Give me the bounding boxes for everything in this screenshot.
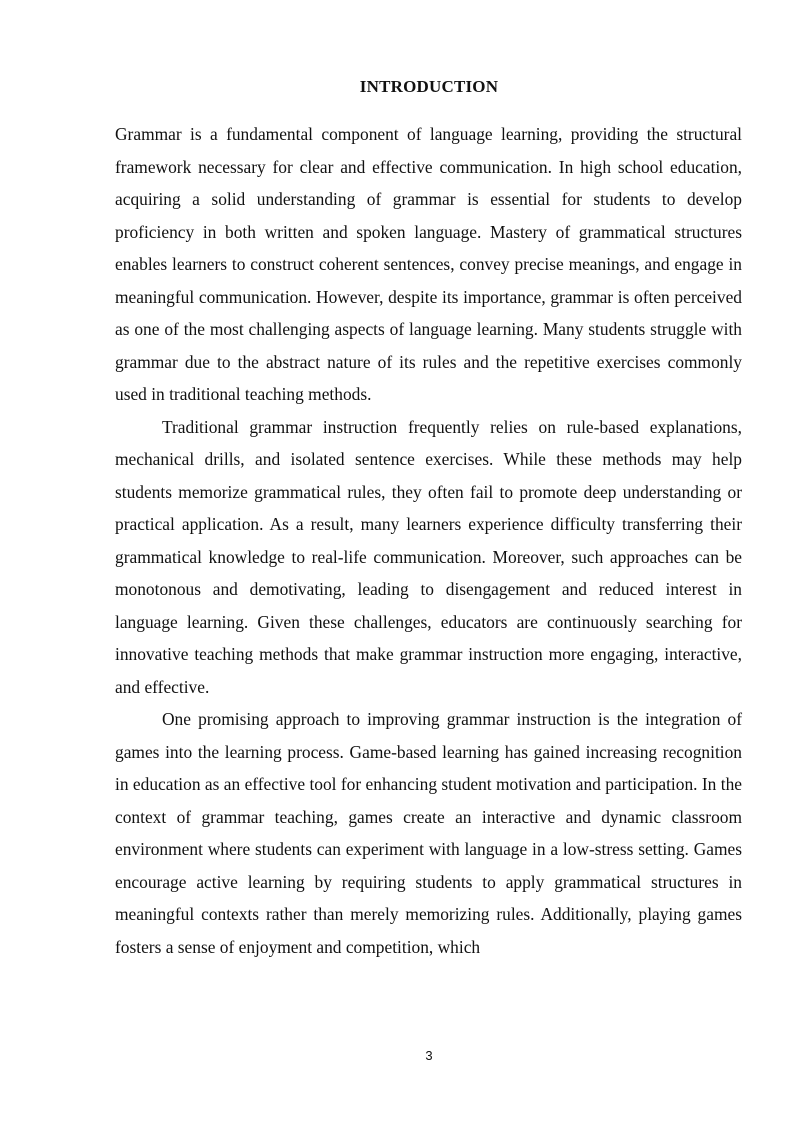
page-number: 3 (425, 1048, 433, 1063)
section-heading: INTRODUCTION (359, 77, 499, 96)
paragraph-1: Grammar is a fundamental component of language learning, providing the structural framework necessary for clear and effective communication. In high school education, acquiring a solid understanding of grammar is essential for students to develop proficiency in both written and spoken language. Mastery of grammatical structures enables learners to construct coherent sentences, convey precise meanings, and engage in meaningful communication. However, despite its importance, grammar is often perceived as one of the most challenging aspects of language learning. Many students struggle with grammar due to the abstract nature of its rules and the repetitive exercises commonly used in traditional teaching methods. (115, 124, 742, 404)
paragraph-2: Traditional grammar instruction frequently relies on rule-based explanations, mechanical drills, and isolated sentence exercises. While these methods may help students memorize grammatical rules, they often fail to promote deep understanding or practical application. As a result, many learners experience difficulty transferring their grammatical knowledge to real-life communication. Moreover, such approaches can be monotonous and demotivating, leading to disengagement and reduced interest in language learning. Given these challenges, educators are continuously searching for innovative teaching methods that make grammar instruction more engaging, interactive, and effective. (115, 416, 742, 697)
paragraph-3: One promising approach to improving grammar instruction is the integration of games into the learning process. Game-based learning has gained increasing recognition in education as an effective tool for enhancing student motivation and participation. In the context of grammar teaching, games create an interactive and dynamic classroom environment where students can experiment with language in a low-stress setting. Games encourage active learning by requiring students to apply grammatical structures in meaningful contexts rather than merely memorizing rules. Additionally, playing games fosters a sense of enjoyment and competition, which (115, 709, 742, 957)
body-text (115, 118, 742, 963)
